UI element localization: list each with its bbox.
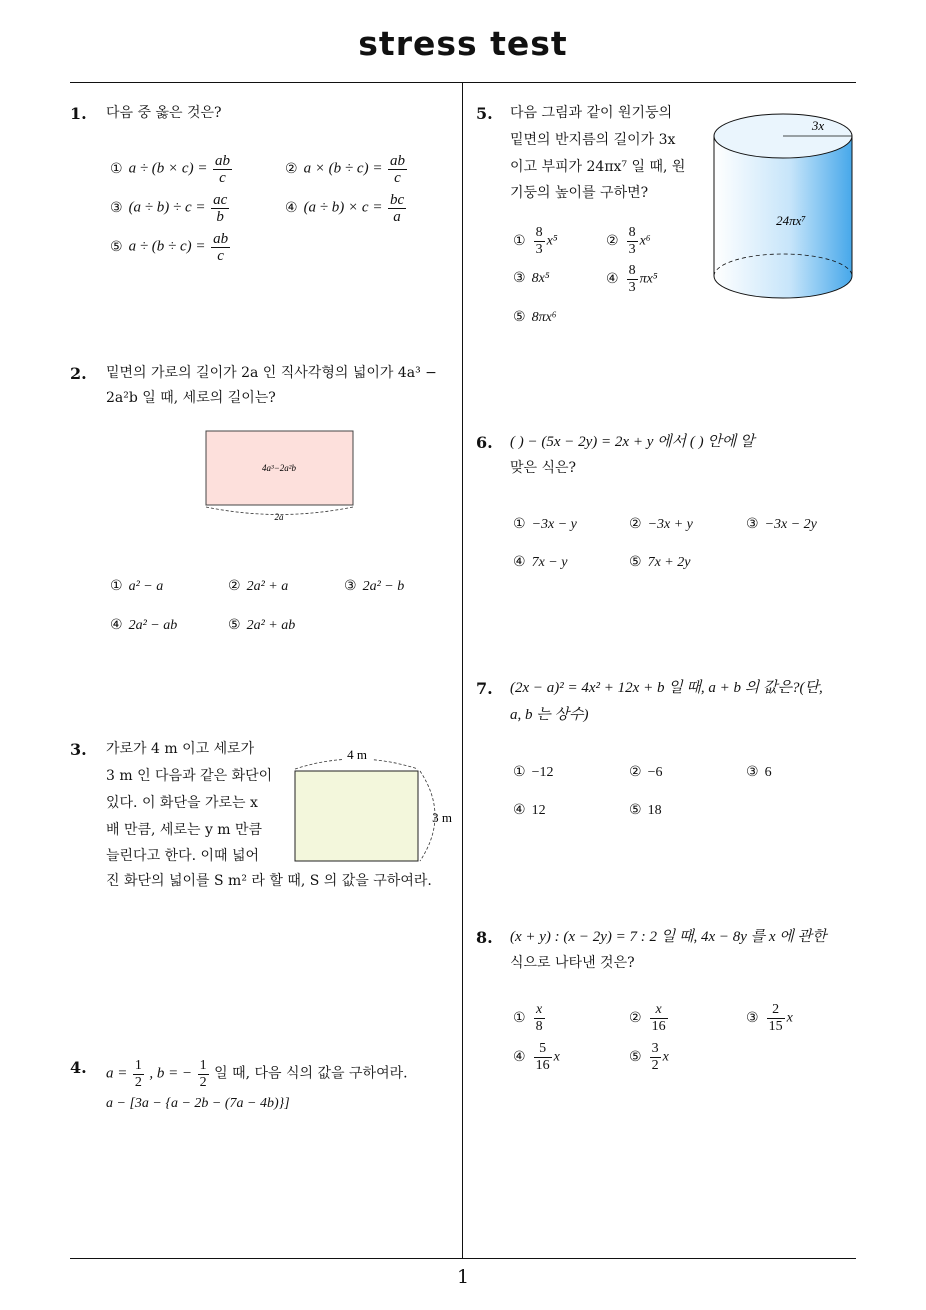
q7-option-4[interactable]: ④ 12 (513, 802, 546, 818)
q3-garden-figure (290, 745, 460, 870)
bottom-rule (70, 1258, 856, 1259)
q3-text-line2: 3 m 인 다음과 같은 화단이 (106, 768, 273, 784)
top-rule (70, 82, 856, 83)
q7-option-3[interactable]: ③ 6 (746, 764, 772, 780)
q6-text-line1: ( ) − (5x − 2y) = 2x + y 에서 ( ) 안에 알 (510, 434, 755, 450)
q5-option-1[interactable]: ① $\frac{8}{3}$ x⁵ (513, 225, 558, 257)
q5-text-line1: 다음 그림과 같이 원기둥의 (510, 105, 673, 121)
q3-height-label: 3 m (432, 810, 452, 825)
q1-option-3[interactable]: ③ (a ÷ b) ÷ c = $\frac{ac}{b}$ (110, 192, 228, 225)
q3-text-line5: 늘린다고 한다. 이때 넓어 (106, 848, 260, 864)
q6-option-5[interactable]: ⑤ 7x + 2y (629, 554, 691, 570)
q5-option-3[interactable]: ③ 8x⁵ (513, 270, 550, 286)
q3-text-line1: 가로가 4 m 이고 세로가 (106, 741, 255, 757)
q2-option-3[interactable]: ③ 2a² − b (344, 578, 405, 594)
q8-option-2[interactable]: ② $\frac{x}{16}$ (629, 1002, 666, 1034)
q5-number: 5. (476, 104, 493, 123)
q1-option-1[interactable]: ① a ÷ (b × c) = $\frac{ab}{c}$ (110, 153, 230, 186)
q1-option-5[interactable]: ⑤ a ÷ (b ÷ c) = $\frac{ab}{c}$ (110, 231, 229, 264)
q6-option-2[interactable]: ② −3x + y (629, 516, 693, 532)
q2-rectangle-figure (195, 425, 365, 525)
q2-width-label: 2a (274, 512, 284, 522)
q1-option-2[interactable]: ② a × (b ÷ c) = $\frac{ab}{c}$ (285, 153, 405, 186)
q6-option-4[interactable]: ④ 7x − y (513, 554, 568, 570)
q2-number: 2. (70, 364, 87, 383)
q7-option-2[interactable]: ② −6 (629, 764, 663, 780)
q6-number: 6. (476, 433, 493, 452)
q7-number: 7. (476, 679, 493, 698)
q8-text-line2: 식으로 나타낸 것은? (510, 955, 635, 971)
q3-text-line6: 진 화단의 넓이를 S m² 라 할 때, S 의 값을 구하여라. (106, 873, 432, 889)
q5-text-line3: 이고 부피가 24πx⁷ 일 때, 원 (510, 159, 686, 175)
q1-text: 다음 중 옳은 것은? (106, 105, 222, 121)
q2-text-line1: 밑면의 가로의 길이가 2a 인 직사각형의 넓이가 4a³ − (106, 365, 437, 381)
q6-option-3[interactable]: ③ −3x − 2y (746, 516, 817, 532)
q5-text-line4: 기둥의 높이를 구하면? (510, 185, 649, 201)
q5-option-4[interactable]: ④ $\frac{8}{3}$ πx⁵ (606, 263, 658, 295)
q8-option-5[interactable]: ⑤ $\frac{3}{2}$ x (629, 1041, 669, 1073)
q8-number: 8. (476, 928, 493, 947)
q5-volume-label: 24πx⁷ (776, 213, 806, 228)
q7-text-line2: a, b 는 상수) (510, 707, 589, 723)
q7-option-1[interactable]: ① −12 (513, 764, 554, 780)
q2-option-1[interactable]: ① a² − a (110, 578, 164, 594)
q5-cylinder-figure (708, 100, 858, 320)
q8-option-4[interactable]: ④ $\frac{5}{16}$ x (513, 1041, 560, 1073)
q5-option-2[interactable]: ② $\frac{8}{3}$ x⁶ (606, 225, 651, 257)
q4-expression: a − [3a − {a − 2b − (7a − 4b)}] (106, 1096, 290, 1111)
q3-number: 3. (70, 740, 87, 759)
q5-option-5[interactable]: ⑤ 8πx⁶ (513, 309, 557, 325)
q4-given-line: a = $\frac{1}{2}$ , b = − $\frac{1}{2}$ 일 때, 다음 식의 값을 구하여라. (106, 1058, 408, 1090)
q3-text-line4: 배 만큼, 세로는 y m 만큼 (106, 822, 263, 838)
q2-option-4[interactable]: ④ 2a² − ab (110, 617, 178, 633)
q2-option-5[interactable]: ⑤ 2a² + ab (228, 617, 296, 633)
q7-option-5[interactable]: ⑤ 18 (629, 802, 662, 818)
q8-option-1[interactable]: ① $\frac{x}{8}$ (513, 1002, 543, 1034)
page-number: 1 (456, 1266, 470, 1288)
q3-text-line3: 있다. 이 화단을 가로는 x (106, 795, 258, 811)
q8-text-line1: (x + y) : (x − 2y) = 7 : 2 일 때, 4x − 8y 를 x 에 관한 (510, 929, 827, 945)
q3-width-label: 4 m (347, 747, 367, 762)
q1-number: 1. (70, 104, 87, 123)
q2-text-line2: 2a²b 일 때, 세로의 길이는? (106, 390, 276, 406)
q6-option-1[interactable]: ① −3x − y (513, 516, 577, 532)
page-title: stress test (358, 24, 568, 63)
column-divider (462, 83, 463, 1258)
q1-option-4[interactable]: ④ (a ÷ b) × c = $\frac{bc}{a}$ (285, 192, 405, 225)
q5-text-line2: 밑면의 반지름의 길이가 3x (510, 132, 676, 148)
q6-text-line2: 맞은 식은? (510, 460, 577, 476)
q2-option-2[interactable]: ② 2a² + a (228, 578, 289, 594)
q7-text-line1: (2x − a)² = 4x² + 12x + b 일 때, a + b 의 값은?(단, (510, 680, 823, 696)
q5-radius-label: 3x (811, 118, 825, 133)
q8-option-3[interactable]: ③ $\frac{2}{15}$ x (746, 1002, 793, 1034)
q4-number: 4. (70, 1058, 87, 1077)
q2-area-label: 4a³−2a²b (262, 463, 296, 473)
